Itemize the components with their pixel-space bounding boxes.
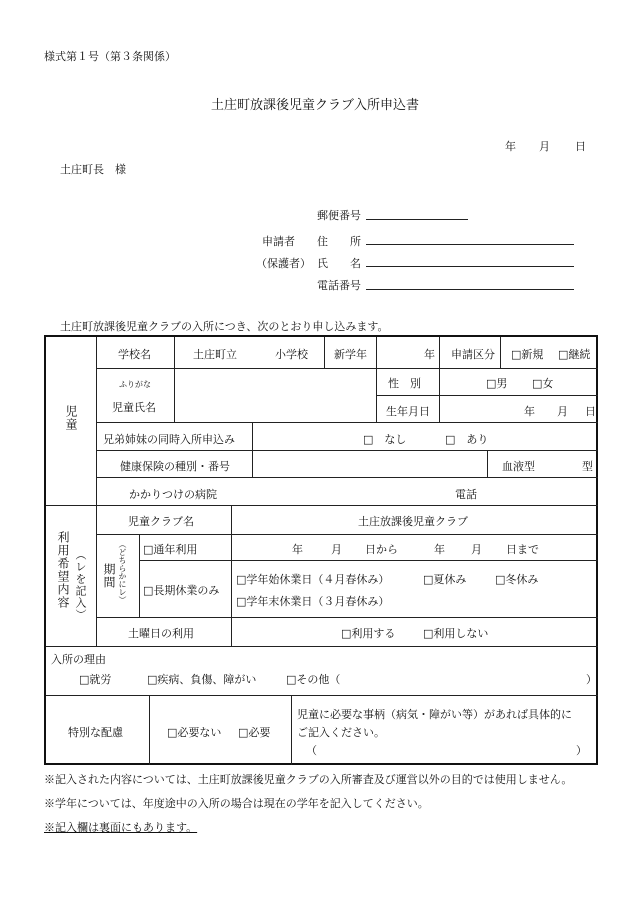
insurance-label: 健康保険の種別・番号 — [120, 460, 230, 473]
saturday-label: 土曜日の利用 — [128, 627, 194, 640]
birth-month: 月 — [557, 405, 568, 418]
form-number: 様式第１号（第３条関係） — [44, 50, 176, 63]
winter-break-option[interactable]: □冬休み — [495, 573, 539, 586]
reason-illness[interactable]: □疾病、負傷、障がい — [147, 673, 257, 686]
addressee: 土庄町長 様 — [60, 163, 126, 176]
address-field[interactable] — [366, 244, 574, 245]
reason-other[interactable]: □その他（ — [286, 673, 341, 686]
gender-label: 性 別 — [388, 377, 421, 390]
child-section-label: 児童 — [64, 405, 78, 431]
usage-section-label: 利用希望内容 — [56, 531, 70, 609]
birth-year: 年 — [524, 405, 535, 418]
club-name: 土庄放課後児童クラブ — [358, 515, 468, 528]
birth-label: 生年月日 — [386, 405, 430, 418]
app-type-label: 申請区分 — [451, 348, 495, 361]
birth-day: 日 — [585, 405, 596, 418]
date-year: 年 — [505, 140, 516, 153]
applicant-name-field[interactable] — [366, 266, 574, 267]
to-year: 年 — [434, 543, 445, 556]
note-purpose: ※記入された内容については、土庄町放課後児童クラブの入所審査及び運営以外の目的では使用しません。 — [44, 773, 573, 786]
school-town: 土庄町立 — [193, 348, 237, 361]
hospital-phone-label: 電話 — [455, 488, 477, 501]
regular-use-option[interactable]: □通年利用 — [143, 543, 198, 556]
applicant-label: 申請者 — [262, 235, 295, 248]
app-type-new[interactable]: □新規 — [511, 348, 544, 361]
hospital-label: かかりつけの病院 — [129, 488, 217, 501]
sibling-yes[interactable]: □ あり — [445, 433, 489, 446]
reason-close: ） — [586, 673, 597, 686]
address-label: 住 所 — [317, 235, 361, 248]
date-month: 月 — [539, 140, 550, 153]
gender-female[interactable]: □女 — [532, 377, 554, 390]
special-close-paren: ） — [576, 744, 587, 757]
to-month: 月 — [471, 543, 482, 556]
yearend-break-option[interactable]: □学年末休業日（３月春休み） — [236, 595, 390, 608]
gender-male[interactable]: □男 — [486, 377, 508, 390]
child-name-label: 児童氏名 — [112, 401, 156, 414]
blood-type-label: 血液型 — [502, 460, 535, 473]
sibling-none[interactable]: □ なし — [363, 433, 407, 446]
usage-check-note: （レを記入） — [74, 549, 87, 621]
special-note-line1: 児童に必要な事柄（病気・障がい等）があれば具体的に — [297, 708, 572, 721]
saturday-nouse-option[interactable]: □利用しない — [423, 627, 489, 640]
summer-break-option[interactable]: □夏休み — [423, 573, 467, 586]
app-type-continue[interactable]: □継続 — [558, 348, 591, 361]
form-title: 土庄町放課後児童クラブ入所申込書 — [210, 98, 419, 113]
sibling-label: 兄弟姉妹の同時入所申込み — [103, 433, 235, 446]
intro-text: 土庄町放課後児童クラブの入所につき、次のとおり申し込みます。 — [60, 320, 389, 333]
special-label: 特別な配慮 — [68, 726, 123, 739]
note-grade: ※学年については、年度途中の入所の場合は現在の学年を記入してください。 — [44, 797, 429, 810]
furigana-label: ふりがな — [119, 380, 151, 389]
special-not-needed[interactable]: □必要ない — [167, 726, 222, 739]
phone-label: 電話番号 — [317, 279, 361, 292]
saturday-use-option[interactable]: □利用する — [341, 627, 396, 640]
special-open-paren: （ — [306, 744, 317, 757]
school-suffix: 小学校 — [275, 348, 308, 361]
blood-type-unit: 型 — [582, 460, 593, 473]
postal-label: 郵便番号 — [317, 209, 361, 222]
grade-unit: 年 — [424, 348, 435, 361]
period-label: 期間 — [102, 563, 116, 589]
from-year: 年 — [292, 543, 303, 556]
school-name-label: 学校名 — [118, 348, 151, 361]
phone-field[interactable] — [366, 289, 574, 290]
new-grade-label: 新学年 — [334, 348, 367, 361]
name-label: 氏 名 — [317, 257, 361, 270]
long-vacation-option[interactable]: □長期休業のみ — [143, 584, 220, 597]
period-note: （どちらかにレ） — [118, 540, 127, 604]
newyear-break-option[interactable]: □学年始休業日（４月春休み） — [236, 573, 390, 586]
special-note-line2: ご記入ください。 — [297, 726, 385, 739]
postal-field[interactable] — [366, 219, 468, 220]
application-form-table — [44, 335, 598, 765]
note-reverse-side: ※記入欄は裏面にもあります。 — [44, 821, 198, 834]
to-day: 日まで — [506, 543, 539, 556]
from-day: 日から — [365, 543, 398, 556]
special-needed[interactable]: □必要 — [238, 726, 271, 739]
club-name-label: 児童クラブ名 — [128, 515, 194, 528]
date-day: 日 — [575, 140, 586, 153]
guardian-label: （保護者） — [256, 257, 311, 270]
reason-work[interactable]: □就労 — [79, 673, 112, 686]
from-month: 月 — [331, 543, 342, 556]
reason-label: 入所の理由 — [51, 653, 106, 666]
